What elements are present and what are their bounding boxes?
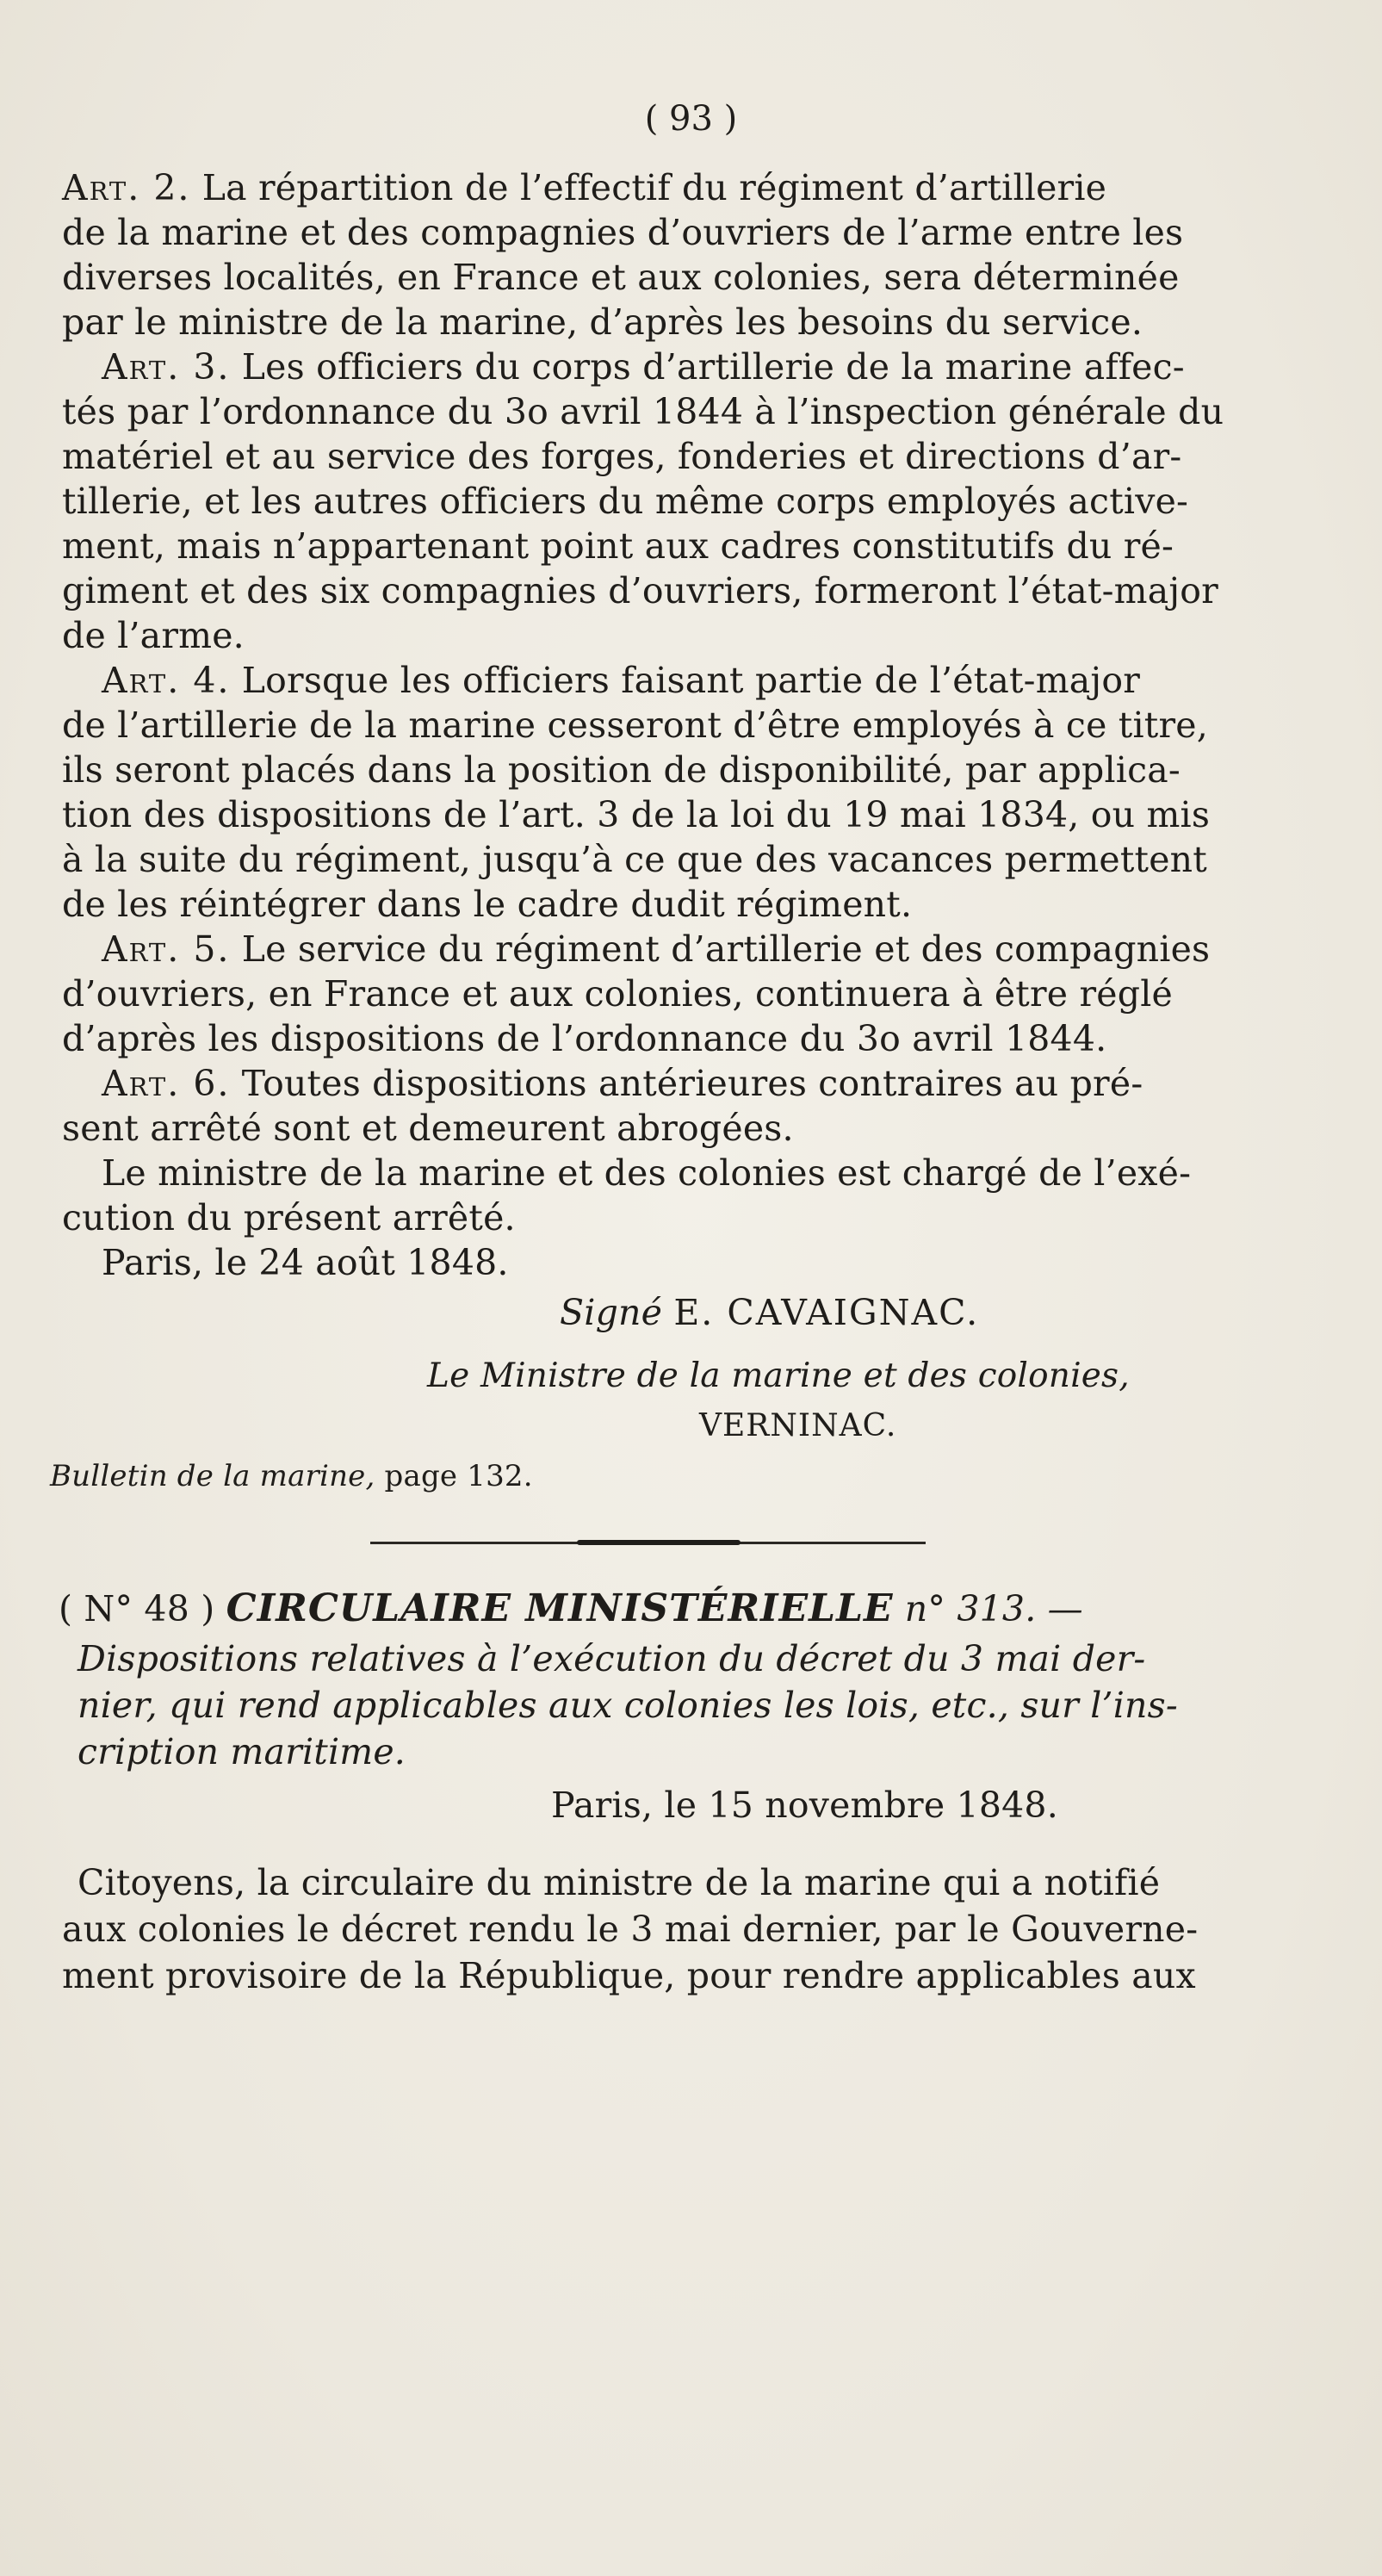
article-3-line: tillerie, et les autres officiers du même corps employés active-: [62, 481, 1189, 522]
source-citation: [50, 1454, 533, 1499]
signed-label: Signé: [560, 1292, 663, 1333]
circular-subtitle-line: nier, qui rend applicables aux colonies les lois, etc., sur l’ins-: [77, 1685, 1178, 1726]
page-number: ( 93 ): [644, 99, 738, 139]
article-2-label: Art. 2.: [62, 167, 191, 208]
circular-subtitle-line: Dispositions relatives à l’exécution du décret du 3 mai der-: [77, 1638, 1146, 1679]
article-5-line: d’après les dispositions de l’ordonnance du 3o avril 1844.: [62, 1018, 1107, 1059]
article-4-line: tion des dispositions de l’art. 3 de la loi du 19 mai 1834, ou mis: [62, 794, 1211, 835]
article-3-line: Les officiers du corps d’artillerie de la marine affec-: [241, 346, 1185, 388]
article-2-line: par le ministre de la marine, d’après les besoins du service.: [62, 301, 1143, 343]
article-5-line: d’ouvriers, en France et aux colonies, continuera à être réglé: [62, 973, 1173, 1015]
minister-title: Le Ministre de la marine et des colonies,: [427, 1356, 1130, 1395]
article-5-line: Le service du régiment d’artillerie et des compagnies: [241, 928, 1211, 970]
article-4-line: Lorsque les officiers faisant partie de l’état-major: [241, 660, 1141, 701]
closing-line: cution du présent arrêté.: [62, 1197, 516, 1238]
source-page: page 132.: [384, 1459, 533, 1493]
circular-date: Paris, le 15 novembre 1848.: [551, 1785, 1058, 1826]
circular-body-line: Citoyens, la circulaire du ministre de la marine qui a notifié: [77, 1862, 1161, 1903]
circular-body-line: ment provisoire de la République, pour rendre applicables aux: [62, 1955, 1196, 1996]
article-6-line: sent arrêté sont et demeurent abrogées.: [62, 1108, 794, 1149]
minister-name: VERNINAC.: [699, 1408, 897, 1443]
article-4-line: de les réintégrer dans le cadre dudit régiment.: [62, 884, 913, 925]
article-6-first-line: [102, 1061, 1143, 1106]
article-4-line: de l’artillerie de la marine cesseront d’être employés à ce titre,: [62, 705, 1208, 746]
section-divider: [370, 1542, 926, 1544]
closing-line: Le ministre de la marine et des colonies est chargé de l’exé-: [102, 1152, 1192, 1194]
circular-title: CIRCULAIRE MINISTÉRIELLE: [226, 1586, 894, 1630]
article-6-line: Toutes dispositions antérieures contraires au pré-: [241, 1063, 1143, 1104]
circular-ref: n° 313. —: [904, 1588, 1083, 1629]
article-3-label: Art. 3.: [102, 346, 231, 388]
article-2-line: La répartition de l’effectif du régiment d’artillerie: [201, 167, 1107, 208]
article-3-line: matériel et au service des forges, fonderies et directions d’ar-: [62, 436, 1182, 477]
signed-name: E. CAVAIGNAC.: [673, 1292, 980, 1333]
article-4-line: ils seront placés dans la position de disponibilité, par applica-: [62, 749, 1181, 791]
article-3-line: ment, mais n’appartenant point aux cadres constitutifs du ré-: [62, 525, 1174, 567]
article-6-label: Art. 6.: [102, 1063, 231, 1104]
article-5-label: Art. 5.: [102, 928, 231, 970]
article-2-line: diverses localités, en France et aux colonies, sera déterminée: [62, 257, 1180, 298]
place-date: Paris, le 24 août 1848.: [102, 1242, 509, 1283]
article-2-line: de la marine et des compagnies d’ouvriers de l’arme entre les: [62, 212, 1184, 253]
article-3-line: tés par l’ordonnance du 3o avril 1844 à l’inspection générale du: [62, 391, 1224, 432]
article-5-first-line: [102, 927, 1210, 971]
article-3-line: giment et des six compagnies d’ouvriers, formeront l’état-major: [62, 570, 1218, 611]
circular-subtitle-line: cription maritime.: [77, 1731, 406, 1772]
article-3-line: de l’arme.: [62, 615, 245, 656]
circular-number: ( N° 48 ): [59, 1588, 215, 1629]
article-2-first-line: [62, 165, 1106, 210]
source-bulletin: Bulletin de la marine,: [50, 1459, 375, 1493]
circular-heading: [59, 1586, 1083, 1631]
article-4-line: à la suite du régiment, jusqu’à ce que des vacances permettent: [62, 839, 1207, 880]
article-3-first-line: [102, 345, 1185, 389]
article-4-first-line: [102, 658, 1140, 703]
circular-body-line: aux colonies le décret rendu le 3 mai dernier, par le Gouverne-: [62, 1909, 1199, 1950]
article-4-label: Art. 4.: [102, 660, 231, 701]
signature-line: [560, 1290, 979, 1335]
